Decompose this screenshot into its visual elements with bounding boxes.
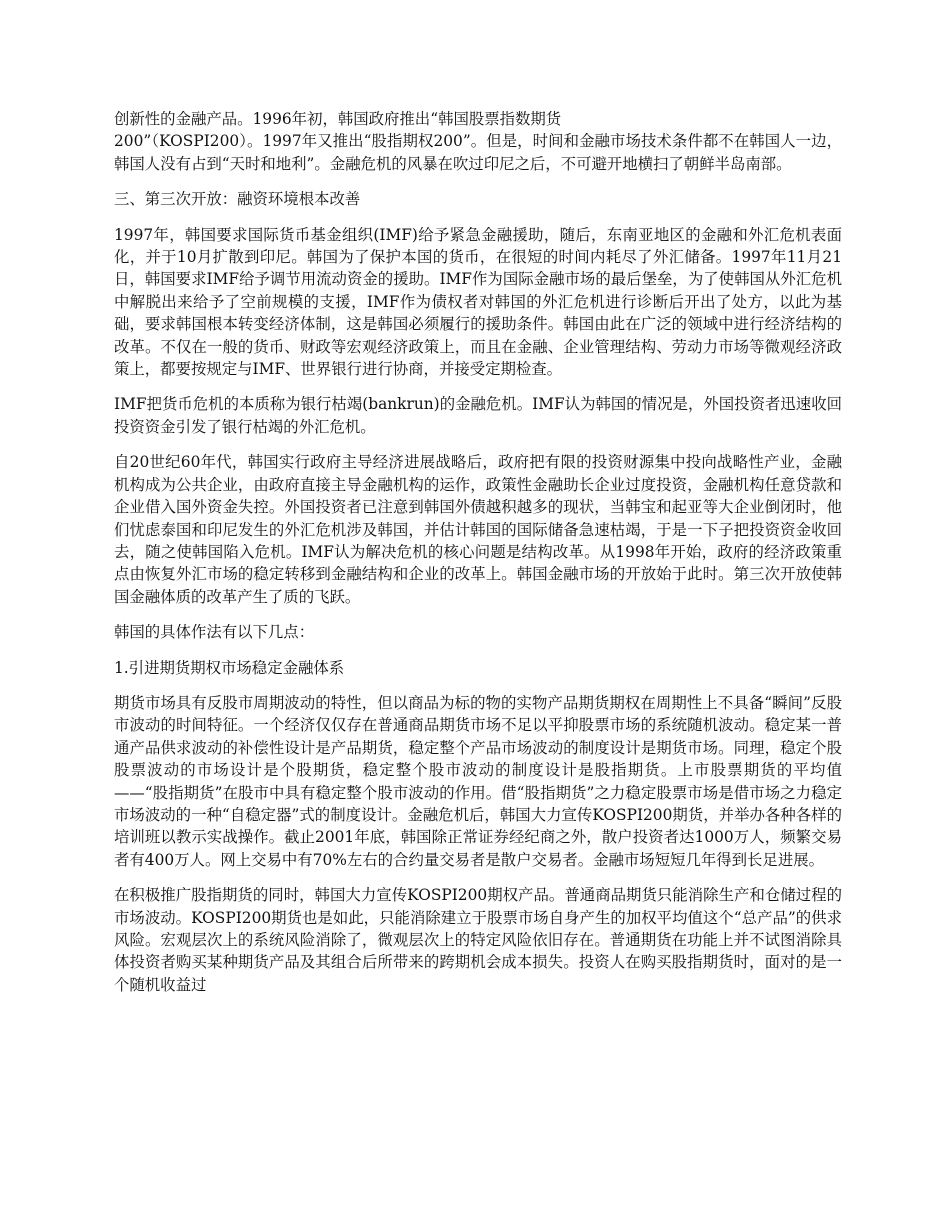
paragraph-futures-market: 期货市场具有反股市周期波动的特性，但以商品为标的物的实物产品期货期权在周期性上不具备“瞬间”反股市波动的时间特征。一个经济仅仅存在普通商品期货市场不足以平抑股票市场的系统随机波动。稳定某一普通产品供求波动的补偿性设计是产品期货，稳定整个产品市场波动的制度设计是期货市场。同理，稳定个股股票波动的市场设计是个股期货，稳定整个股市波动的制度设计是股指期货。上市股票期货的平均值——“股指期货”在股市中具有稳定整个股市波动的作用。借“股指期货”之力稳定股票市场是借市场之力稳定市场波动的一种“自稳定器”式的制度设计。金融危机后，韩国大力宣传KOSPI200期货，并举办各种各样的培训班以教示实战操作。截止2001年底，韩国除正常证券经纪商之外，散户投资者达1000万人，频繁交易者有400万人。网上交易中有70%左右的合约量交易者是散户交易者。金融市场短短几年得到长足进展。	[114, 693, 842, 869]
document-body	[114, 108, 842, 1009]
paragraph-imf-aid: 1997年，韩国要求国际货币基金组织(IMF)给予紧急金融援助，随后，东南亚地区的金融和外汇危机表面化，并于10月扩散到印尼。韩国为了保护本国的货币，在很短的时间内耗尽了外汇储备。1997年11月21日，韩国要求IMF给予调节用流动资金的援助。IMF作为国际金融市场的最后堡垒，为了使韩国从外汇危机中解脱出来给予了空前规模的支援，IMF作为债权者对韩国的外汇危机进行诊断后开出了处方，以此为基础，要求韩国根本转变经济体制，这是韩国必须履行的援助条件。韩国由此在广泛的领域中进行经济结构的改革。不仅在一般的货币、财政等宏观经济政策上，而且在金融、企业管理结构、劳动力市场等微观经济政策上，都要按规定与IMF、世界银行进行协商，并接受定期检查。	[114, 225, 842, 379]
section-heading-third-opening: 三、第三次开放：融资环境根本改善	[114, 190, 361, 209]
paragraph-structural-reform: 自20世纪60年代，韩国实行政府主导经济进展战略后，政府把有限的投资财源集中投向战略性产业，金融机构成为公共企业，由政府直接主导金融机构的运作，政策性金融助长企业过度投资，金融机构任意贷款和企业借入国外资金失控。外国投资者已注意到韩国外债越积越多的现状，当韩宝和起亚等大企业倒闭时，他们忧虑泰国和印尼发生的外汇危机涉及韩国，并估计韩国的国际储备急速枯竭，于是一下子把投资资金收回去，随之使韩国陷入危机。IMF认为解决危机的核心问题是结构改革。从1998年开始，政府的经济政策重点由恢复外汇市场的稳定转移到金融结构和企业的改革上。韩国金融市场的开放始于此时。第三次开放使韩国金融体质的改革产生了质的飞跃。	[114, 453, 842, 606]
paragraph-kospi-options: 在积极推广股指期货的同时，韩国大力宣传KOSPI200期权产品。普通商品期货只能消除生产和仓储过程的市场波动。KOSPI200期货也是如此，只能消除建立于股票市场自身产生的加权平均值这个“总产品”的供求风险。宏观层次上的系统风险消除了，微观层次上的特定风险依旧存在。普通期货在功能上并不试图消除具体投资者购买某种期货产品及其组合后所带来的跨期机会成本损失。投资人在购买股指期货时，面对的是一个随机收益过	[114, 886, 842, 994]
heading-futures-options: 1.引进期货期权市场稳定金融体系	[114, 658, 345, 677]
paragraph-bankrun: IMF把货币危机的本质称为银行枯竭(bankrun)的金融危机。IMF认为韩国的情况是，外国投资者迅速收回投资资金引发了银行枯竭的外汇危机。	[114, 395, 842, 436]
heading-specific-practices: 韩国的具体作法有以下几点：	[114, 623, 315, 642]
paragraph-intro: 创新性的金融产品。1996年初，韩国政府推出“韩国股票指数期货 200”（KOSPI200）。1997年又推出“股指期权200”。但是，时间和金融市场技术条件都不在韩国人一边，韩国人没有占到“天时和地利”。金融危机的风暴在吹过印尼之后，不可避开地横扫了朝鲜半岛南部。	[114, 110, 842, 173]
